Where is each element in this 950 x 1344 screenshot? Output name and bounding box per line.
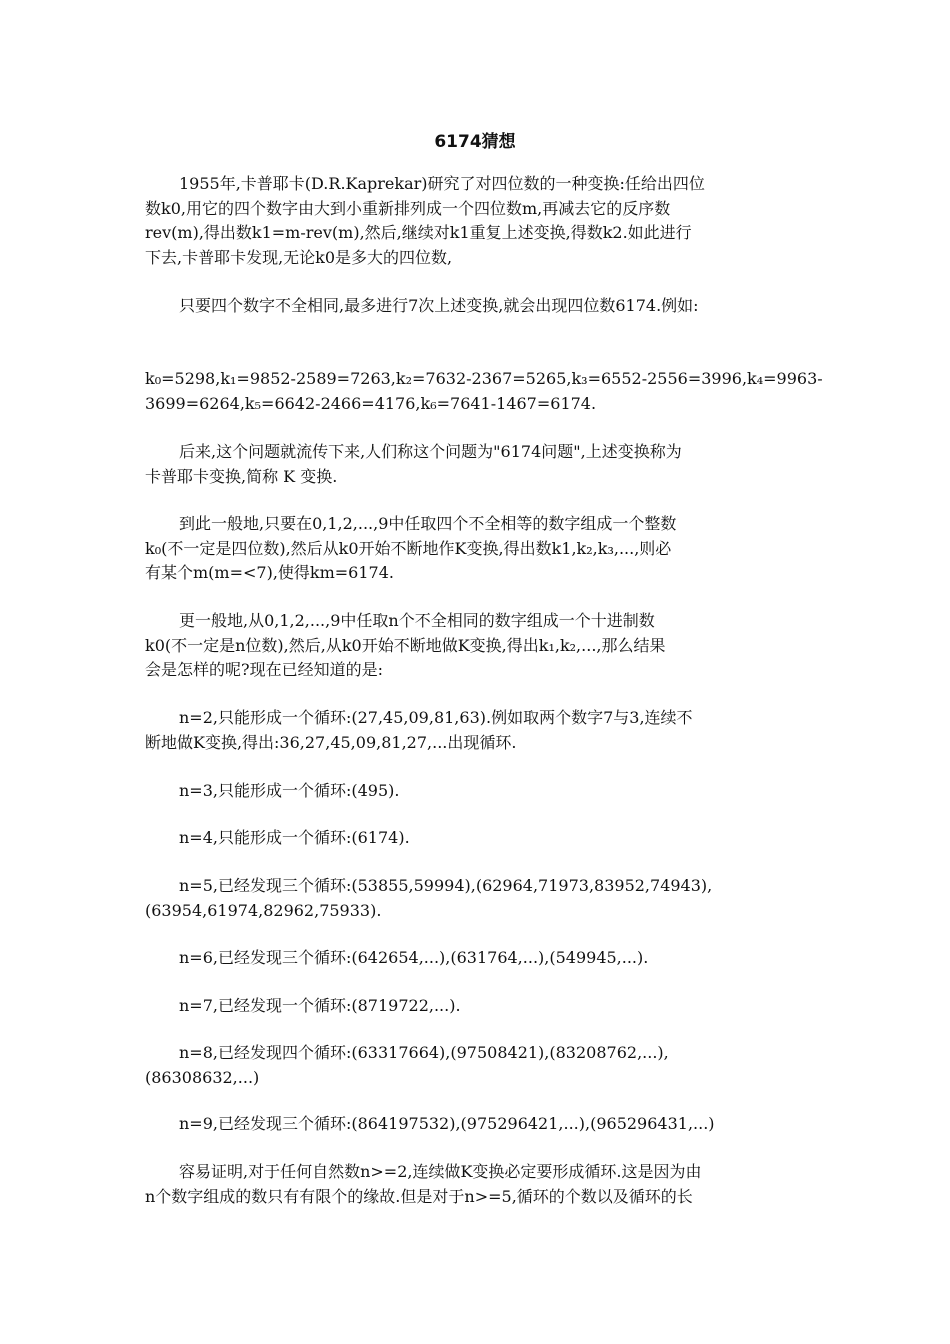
- text-line: 到此一般地,只要在0,1,2,...,9中任取四个不全相等的数字组成一个整数: [179, 514, 677, 533]
- text-line: n=7,已经发现一个循环:(8719722,...).: [179, 996, 461, 1015]
- paragraph-general-n: [145, 609, 810, 683]
- text-line: k₀(不一定是四位数),然后从k0开始不断地作K变换,得出数k1,k₂,k₃,...,则必: [145, 538, 672, 558]
- text-line: 1955年,卡普耶卡(D.R.Kaprekar)研究了对四位数的一种变换:任给出四位: [179, 174, 705, 193]
- text-line: n=8,已经发现四个循环:(63317664),(97508421),(83208762,...),: [179, 1043, 669, 1062]
- text-line: 只要四个数字不全相同,最多进行7次上述变换,就会出现四位数6174.例如:: [179, 296, 699, 315]
- text-line: 断地做K变换,得出:36,27,45,09,81,27,...出现循环.: [145, 732, 517, 752]
- paragraph-generalization: [145, 512, 810, 586]
- text-line: 更一般地,从0,1,2,...,9中任取n个不全相同的数字组成一个十进制数: [179, 611, 655, 630]
- text-line: rev(m),得出数k1=m-rev(m),然后,继续对k1重复上述变换,得数k2.如此进行: [145, 223, 692, 242]
- text-line: n=5,已经发现三个循环:(53855,59994),(62964,71973,83952,74943),: [179, 876, 713, 895]
- text-line: (63954,61974,82962,75933).: [145, 900, 382, 920]
- paragraph-conclusion: [145, 294, 810, 319]
- paragraph-n7: [145, 994, 810, 1019]
- paragraph-n6: [145, 946, 810, 971]
- text-line: k0(不一定是n位数),然后,从k0开始不断地做K变换,得出k₁,k₂,...,那么结果: [145, 635, 666, 655]
- text-line: 下去,卡普耶卡发现,无论k0是多大的四位数,: [145, 247, 453, 267]
- paragraph-n4: [145, 826, 810, 851]
- text-line: 会是怎样的呢?现在已经知道的是:: [145, 660, 383, 679]
- text-line: k₀=5298,k₁=9852-2589=7263,k₂=7632-2367=5265,k₃=6552-2556=3996,k₄=9963-: [145, 369, 823, 388]
- paragraph-n5: [145, 874, 810, 923]
- text-line: 卡普耶卡变换,简称 K 变换.: [145, 466, 338, 486]
- paragraph-example: [145, 367, 823, 416]
- text-line: 有某个m(m=<7),使得km=6174.: [145, 563, 394, 582]
- paragraph-intro: [145, 172, 810, 270]
- text-line: n个数字组成的数只有有限个的缘故.但是对于n>=5,循环的个数以及循环的长: [145, 1186, 693, 1206]
- document-title: 6174猜想: [434, 132, 516, 152]
- text-line: (86308632,...): [145, 1067, 260, 1087]
- text-line: n=6,已经发现三个循环:(642654,...),(631764,...),(549945,...).: [179, 948, 649, 967]
- paragraph-n2: [145, 706, 810, 755]
- text-line: 数k0,用它的四个数字由大到小重新排列成一个四位数m,再减去它的反序数: [145, 198, 671, 218]
- text-line: n=9,已经发现三个循环:(864197532),(975296421,...),(965296431,...): [179, 1114, 715, 1133]
- paragraph-n8: [145, 1041, 810, 1090]
- paragraph-proof: [145, 1160, 810, 1209]
- paragraph-history: [145, 440, 810, 489]
- text-line: n=2,只能形成一个循环:(27,45,09,81,63).例如取两个数字7与3,连续不: [179, 708, 693, 727]
- text-line: 3699=6264,k₅=6642-2466=4176,k₆=7641-1467=6174.: [145, 393, 597, 413]
- paragraph-n9: [145, 1112, 810, 1137]
- text-line: 容易证明,对于任何自然数n>=2,连续做K变换必定要形成循环.这是因为由: [179, 1162, 702, 1181]
- text-line: 后来,这个问题就流传下来,人们称这个问题为"6174问题",上述变换称为: [179, 442, 682, 461]
- text-line: n=4,只能形成一个循环:(6174).: [179, 828, 410, 847]
- text-line: n=3,只能形成一个循环:(495).: [179, 781, 400, 800]
- paragraph-n3: [145, 779, 810, 804]
